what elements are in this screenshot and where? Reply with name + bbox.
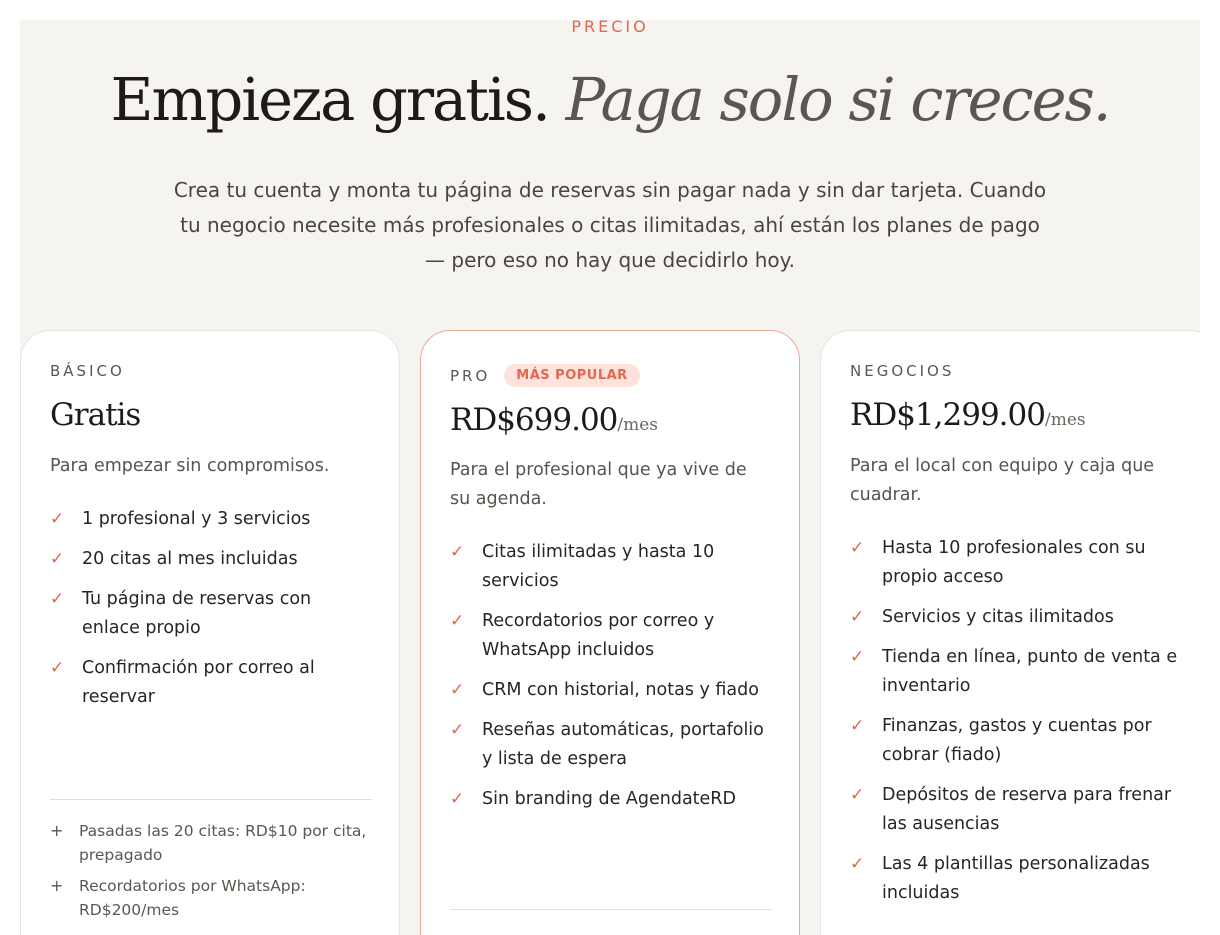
card-divider xyxy=(50,799,372,800)
addon-text: Pasadas las 20 citas: RD$10 por cita, prepagado xyxy=(79,822,367,864)
section-eyebrow: PRECIO xyxy=(571,20,649,36)
feature-text: Depósitos de reserva para frenar las ausencias xyxy=(882,785,1172,834)
section-headline xyxy=(20,60,1200,140)
addon-list xyxy=(50,819,370,929)
plan-card-negocios xyxy=(820,330,1200,935)
feature-text: Finanzas, gastos y cuentas por cobrar (fiado) xyxy=(882,716,1152,765)
check-icon: ✓ xyxy=(450,789,465,809)
feature-text: Sin branding de AgendateRD xyxy=(482,789,736,809)
plan-tier-label: BÁSICO xyxy=(50,362,125,380)
section-subtitle: Crea tu cuenta y monta tu página de reservas sin pagar nada y sin dar tarjeta. Cuando tu negocio necesite más profesionales o citas ilimitadas, ahí están los planes de pago — pero eso no hay que decidirlo hoy. xyxy=(173,178,1047,272)
plan-description: Para empezar sin compromisos. xyxy=(50,456,330,476)
feature-item xyxy=(850,850,1180,908)
check-icon: ✓ xyxy=(450,611,465,631)
feature-text: CRM con historial, notas y fiado xyxy=(482,680,759,700)
check-icon: ✓ xyxy=(850,647,865,667)
plan-tier-label: PRO xyxy=(450,366,491,385)
plan-description: Para el local con equipo y caja que cuadrar. xyxy=(850,456,1155,505)
feature-item xyxy=(50,505,370,534)
card-divider xyxy=(450,909,772,910)
feature-text: 20 citas al mes incluidas xyxy=(82,549,298,569)
feature-item xyxy=(450,607,770,665)
plan-tier xyxy=(50,362,125,380)
addon-text: Recordatorios por WhatsApp: RD$200/mes xyxy=(79,877,306,919)
plan-price xyxy=(850,397,1086,433)
feature-text: Confirmación por correo al reservar xyxy=(82,658,315,707)
plus-icon: + xyxy=(50,876,64,895)
check-icon: ✓ xyxy=(850,607,865,627)
feature-text: Hasta 10 profesionales con su propio acceso xyxy=(882,538,1146,587)
feature-item xyxy=(850,643,1180,701)
feature-text: 1 profesional y 3 servicios xyxy=(82,509,311,529)
check-icon: ✓ xyxy=(450,542,465,562)
plan-tier xyxy=(850,362,954,380)
feature-item xyxy=(50,654,370,712)
feature-item xyxy=(850,534,1180,592)
addon-item xyxy=(50,874,370,922)
feature-item xyxy=(450,716,770,774)
plan-card-pro xyxy=(420,330,800,935)
pricing-section xyxy=(20,20,1200,935)
plan-price xyxy=(450,402,658,438)
feature-text: Las 4 plantillas personalizadas incluidas xyxy=(882,854,1150,903)
check-icon: ✓ xyxy=(850,538,865,558)
addon-item xyxy=(50,819,370,867)
plan-tier-label: NEGOCIOS xyxy=(850,362,955,380)
check-icon: ✓ xyxy=(50,589,65,609)
feature-text: Citas ilimitadas y hasta 10 servicios xyxy=(482,542,715,591)
feature-item xyxy=(50,545,370,574)
feature-list xyxy=(450,538,770,825)
headline-italic: Paga solo si creces. xyxy=(565,65,1110,134)
feature-text: Recordatorios por correo y WhatsApp incluidos xyxy=(482,611,715,660)
feature-text: Tienda en línea, punto de venta e inventario xyxy=(882,647,1178,696)
plan-description: Para el profesional que ya vive de su agenda. xyxy=(450,460,747,509)
feature-item xyxy=(50,585,370,643)
check-icon: ✓ xyxy=(450,680,465,700)
check-icon: ✓ xyxy=(450,720,465,740)
feature-item xyxy=(450,676,770,705)
feature-item xyxy=(450,538,770,596)
feature-text: Tu página de reservas con enlace propio xyxy=(82,589,312,638)
popular-badge: MÁS POPULAR xyxy=(504,364,639,387)
feature-item xyxy=(850,781,1180,839)
feature-list xyxy=(850,534,1180,919)
feature-item xyxy=(850,603,1180,632)
check-icon: ✓ xyxy=(50,509,65,529)
feature-item xyxy=(450,785,770,814)
check-icon: ✓ xyxy=(850,854,865,874)
plan-price-amount: RD$699.00 xyxy=(450,402,618,438)
plan-price-amount: RD$1,299.00 xyxy=(850,397,1045,433)
plan-price-period: /mes xyxy=(1044,410,1086,430)
plan-tier xyxy=(450,364,640,387)
feature-list xyxy=(50,505,370,723)
feature-item xyxy=(850,712,1180,770)
headline-main: Empieza gratis. xyxy=(110,65,549,134)
feature-text: Servicios y citas ilimitados xyxy=(882,607,1114,627)
plus-icon: + xyxy=(50,821,64,840)
plan-card-basico xyxy=(20,330,400,935)
check-icon: ✓ xyxy=(50,549,65,569)
plan-price: Gratis xyxy=(50,397,141,433)
check-icon: ✓ xyxy=(850,716,865,736)
plan-price-period: /mes xyxy=(617,415,659,435)
check-icon: ✓ xyxy=(850,785,865,805)
check-icon: ✓ xyxy=(50,658,65,678)
feature-text: Reseñas automáticas, portafolio y lista de espera xyxy=(482,720,764,769)
